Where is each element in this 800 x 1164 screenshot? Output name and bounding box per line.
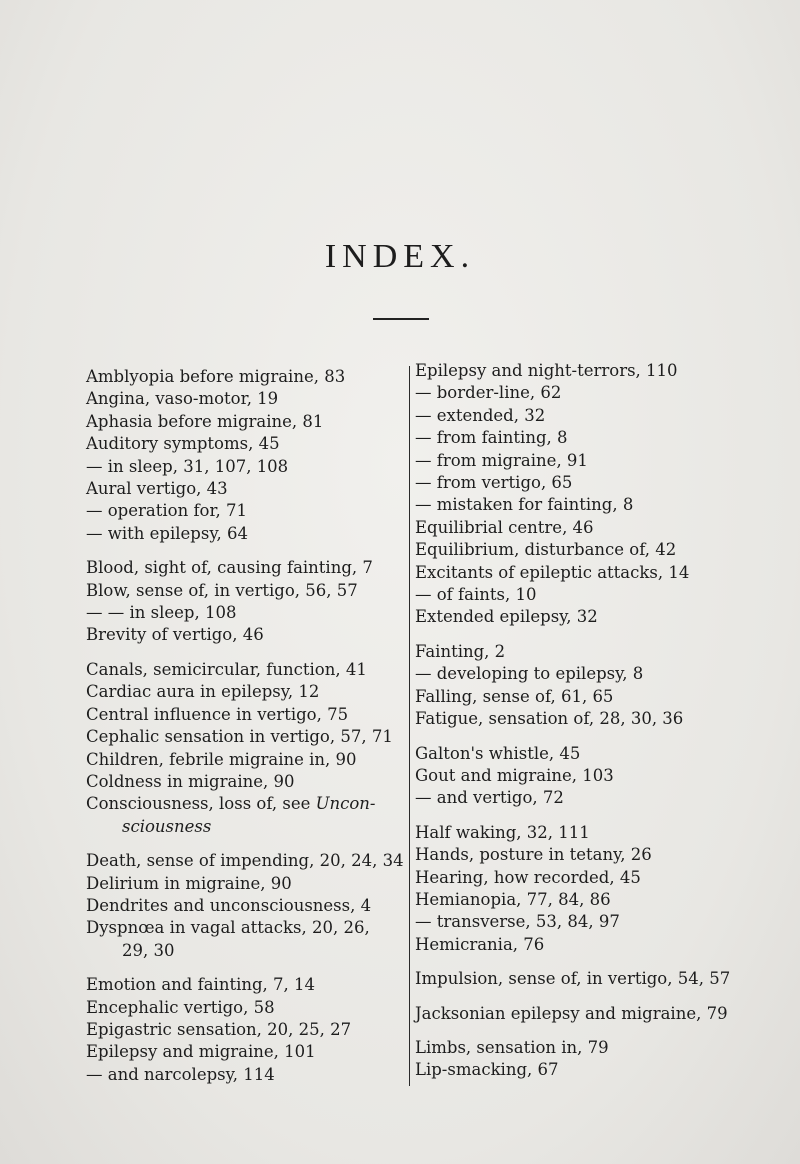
index-entry: Half waking, 32, 111 [415,822,590,842]
index-entry: Emotion and fainting, 7, 14 [86,975,316,995]
index-entry: — from migraine, 91 [415,450,588,470]
index-entry: Hearing, how recorded, 45 [415,867,641,887]
index-entry: Fainting, 2 [415,641,506,661]
index-entry: Jacksonian epilepsy and migraine, 79 [415,1003,728,1023]
index-entry: Central influence in vertigo, 75 [86,704,349,724]
index-entry: Equilibrial centre, 46 [415,517,594,537]
index-entry: — extended, 32 [415,405,546,425]
index-entry: Epilepsy and migraine, 101 [86,1042,316,1062]
index-entry-consciousness [86,793,406,815]
index-group-a [86,366,406,545]
index-entry: Encephalic vertigo, 58 [86,997,275,1017]
index-entry: Galton's whistle, 45 [415,743,581,763]
index-entry: Fatigue, sensation of, 28, 30, 36 [415,709,684,729]
index-entry: — mistaken for fainting, 8 [415,495,634,515]
index-entry: Dendrites and unconsciousness, 4 [86,895,372,915]
index-group-f [415,641,745,731]
page-title: INDEX. [324,238,476,275]
index-entry: Blood, sight of, causing fainting, 7 [86,558,373,578]
index-column-right [415,360,745,1094]
index-group-b [86,557,406,647]
index-entry: — developing to epilepsy, 8 [415,664,644,684]
index-entry: Impulsion, sense of, in vertigo, 54, 57 [415,969,731,989]
index-entry: — border-line, 62 [415,383,562,403]
index-entry: — with epilepsy, 64 [86,523,248,543]
index-entry: Brevity of vertigo, 46 [86,625,264,645]
index-entry: Aphasia before migraine, 81 [86,411,324,431]
index-entry: Hemianopia, 77, 84, 86 [415,889,611,909]
index-entry: Epigastric sensation, 20, 25, 27 [86,1019,352,1039]
index-entry: — operation for, 71 [86,501,248,521]
index-entry: Death, sense of impending, 20, 24, 34 [86,851,404,871]
index-entry: — and narcolepsy, 114 [86,1064,275,1084]
index-entry: Epilepsy and night-terrors, 110 [415,361,678,380]
index-entry: Coldness in migraine, 90 [86,771,295,791]
index-entry: Hands, posture in tetany, 26 [415,845,652,865]
index-group-j [415,1003,745,1025]
index-entry-continuation: sciousness [122,816,212,836]
index-entry: — and vertigo, 72 [415,788,564,808]
index-entry: Equilibrium, disturbance of, 42 [415,540,677,560]
column-divider [409,366,410,1086]
index-entry: Delirium in migraine, 90 [86,873,292,893]
index-column-left [86,366,406,1098]
index-group-c [86,659,406,838]
title-rule [373,318,429,320]
index-group-i [415,968,745,990]
index-entry: Aural vertigo, 43 [86,479,228,499]
index-entry: Cardiac aura in epilepsy, 12 [86,682,320,702]
index-group-g [415,743,745,810]
index-group-l [415,1037,745,1082]
index-group-d [86,850,406,962]
index-entry: — from fainting, 8 [415,428,568,448]
index-entry: Amblyopia before migraine, 83 [86,367,346,386]
index-entry: Lip-smacking, 67 [415,1060,559,1080]
entry-italic-text: Uncon- [315,794,376,814]
index-group-h [415,822,745,956]
index-entry: — from vertigo, 65 [415,473,573,493]
index-entry: — transverse, 53, 84, 97 [415,912,620,932]
index-entry: Gout and migraine, 103 [415,765,614,785]
index-entry: Limbs, sensation in, 79 [415,1037,609,1057]
index-entry: Cephalic sensation in vertigo, 57, 71 [86,727,393,747]
index-entry: Children, febrile migraine in, 90 [86,749,357,769]
index-entry-continuation: 29, 30 [122,940,175,960]
index-entry: — in sleep, 31, 107, 108 [86,456,289,476]
index-entry: Hemicrania, 76 [415,934,545,954]
index-entry: — of faints, 10 [415,585,537,605]
index-entry: Blow, sense of, in vertigo, 56, 57 [86,580,358,600]
index-entry: — — in sleep, 108 [86,603,237,623]
index-entry: Dyspnœa in vagal attacks, 20, 26, [86,918,370,938]
index-group-e-cont [415,360,745,629]
index-entry: Canals, semicircular, function, 41 [86,659,367,679]
entry-text: Consciousness, loss of, see [86,794,316,814]
index-entry: Auditory symptoms, 45 [86,434,280,454]
index-group-e [86,974,406,1086]
index-entry: Angina, vaso-motor, 19 [86,389,279,409]
index-entry: Excitants of epileptic attacks, 14 [415,562,690,582]
index-entry: Falling, sense of, 61, 65 [415,686,614,706]
index-entry: Extended epilepsy, 32 [415,607,598,627]
